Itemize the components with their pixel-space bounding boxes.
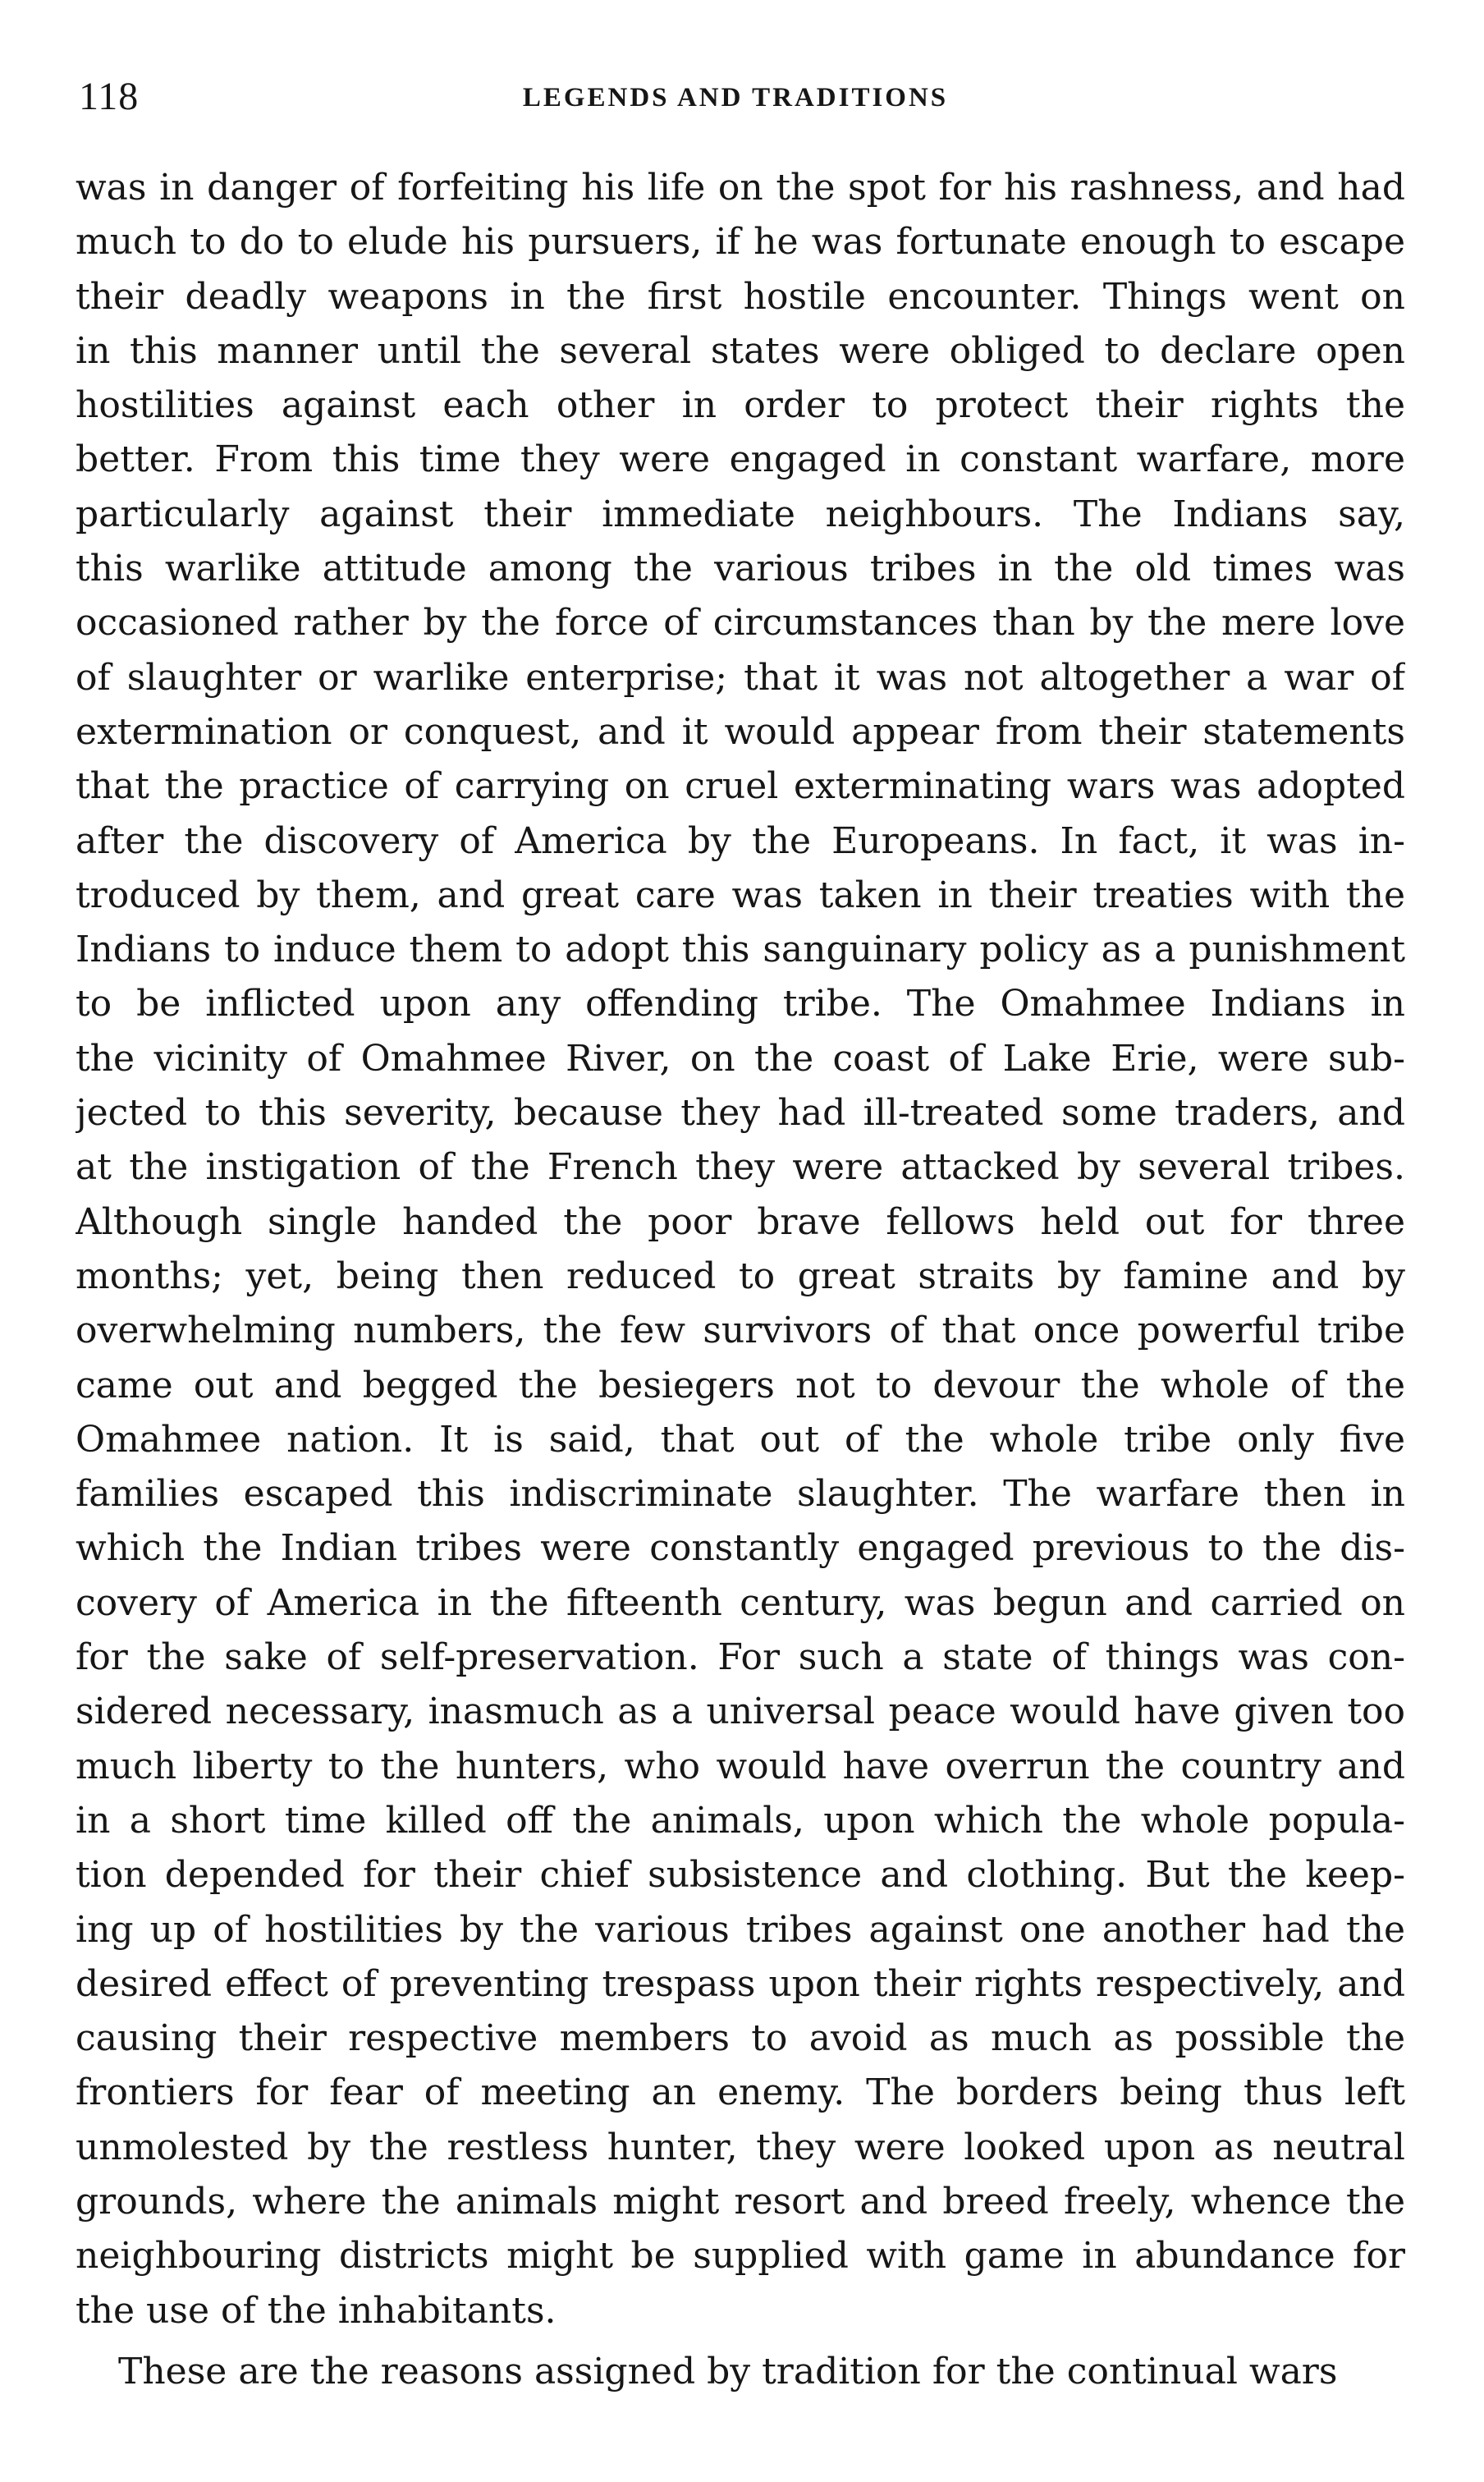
text-line: hostilities against each other in order to protect their rights the bbox=[76, 384, 1405, 427]
text-line: this warlike attitude among the various tribes in the old times was bbox=[76, 548, 1405, 590]
text-line: occasioned rather by the force of circumstances than by the mere love bbox=[76, 602, 1405, 645]
text-line: the vicinity of Omahmee River, on the coast of Lake Erie, were sub- bbox=[76, 1037, 1405, 1080]
body-text bbox=[76, 161, 1405, 2399]
paragraph-gap bbox=[76, 2338, 1405, 2345]
text-line: in this manner until the several states were obliged to declare open bbox=[76, 329, 1405, 372]
text-line: better. From this time they were engaged in constant warfare, more bbox=[76, 438, 1405, 481]
paragraph bbox=[76, 2345, 1405, 2399]
text-line: at the instigation of the French they were attacked by several tribes. bbox=[76, 1146, 1405, 1189]
text-line: the use of the inhabitants. bbox=[76, 2289, 556, 2332]
text-line: extermination or conquest, and it would appear from their statements bbox=[76, 710, 1405, 753]
text-line: which the Indian tribes were constantly engaged previous to the dis- bbox=[76, 1527, 1405, 1570]
text-line: covery of America in the fifteenth century, was begun and carried on bbox=[76, 1581, 1405, 1624]
text-line: was in danger of forfeiting his life on the spot for his rashness, and had bbox=[76, 167, 1405, 209]
text-line: much to do to elude his pursuers, if he was fortunate enough to escape bbox=[76, 221, 1405, 264]
text-line: Omahmee nation. It is said, that out of the whole tribe only five bbox=[76, 1418, 1405, 1461]
text-line: grounds, where the animals might resort and breed freely, whence the bbox=[76, 2180, 1405, 2223]
text-line: much liberty to the hunters, who would have overrun the country and bbox=[76, 1745, 1405, 1787]
text-line: came out and begged the besiegers not to devour the whole of the bbox=[76, 1364, 1405, 1406]
text-line: after the discovery of America by the Europeans. In fact, it was in- bbox=[76, 819, 1405, 862]
text-line: desired effect of preventing trespass upon their rights respectively, and bbox=[76, 1962, 1405, 2005]
text-line: Although single handed the poor brave fellows held out for three bbox=[76, 1200, 1405, 1243]
text-line: for the sake of self-preservation. For such a state of things was con- bbox=[76, 1636, 1405, 1679]
text-line: troduced by them, and great care was taken in their treaties with the bbox=[76, 874, 1405, 916]
text-line: unmolested by the restless hunter, they were looked upon as neutral bbox=[76, 2126, 1405, 2168]
text-line: their deadly weapons in the first hostile encounter. Things went on bbox=[76, 275, 1405, 318]
text-line: tion depended for their chief subsistence and clothing. But the keep- bbox=[76, 1854, 1405, 1897]
text-line: particularly against their immediate neighbours. The Indians say, bbox=[76, 493, 1405, 535]
text-line: causing their respective members to avoid as much as possible the bbox=[76, 2017, 1405, 2060]
running-head bbox=[79, 72, 1392, 122]
text-line: ing up of hostilities by the various tribes against one another had the bbox=[76, 1908, 1405, 1951]
text-line: sidered necessary, inasmuch as a universal peace would have given too bbox=[76, 1691, 1405, 1733]
text-line: frontiers for fear of meeting an enemy. The borders being thus left bbox=[76, 2071, 1405, 2114]
paragraph bbox=[76, 161, 1405, 2338]
text-line: months; yet, being then reduced to great straits by famine and by bbox=[76, 1255, 1405, 1297]
text-line: Indians to induce them to adopt this sanguinary policy as a punishment bbox=[76, 929, 1405, 971]
text-line: that the practice of carrying on cruel exterminating wars was adopted bbox=[76, 765, 1405, 808]
text-line: in a short time killed off the animals, upon which the whole popula- bbox=[76, 1799, 1405, 1842]
text-line: families escaped this indiscriminate slaughter. The warfare then in bbox=[76, 1473, 1405, 1516]
text-line: These are the reasons assigned by tradition for the continual wars bbox=[118, 2350, 1338, 2393]
page-number: 118 bbox=[79, 75, 140, 118]
text-line: neighbouring districts might be supplied with game in abundance for bbox=[76, 2235, 1405, 2278]
text-line: of slaughter or warlike enterprise; that it was not altogether a war of bbox=[76, 656, 1405, 699]
running-title: LEGENDS AND TRADITIONS bbox=[522, 83, 949, 112]
text-line: overwhelming numbers, the few survivors of that once powerful tribe bbox=[76, 1310, 1405, 1352]
text-line: jected to this severity, because they had ill-treated some traders, and bbox=[76, 1092, 1405, 1135]
text-line: to be inflicted upon any offending tribe. The Omahmee Indians in bbox=[76, 983, 1405, 1025]
